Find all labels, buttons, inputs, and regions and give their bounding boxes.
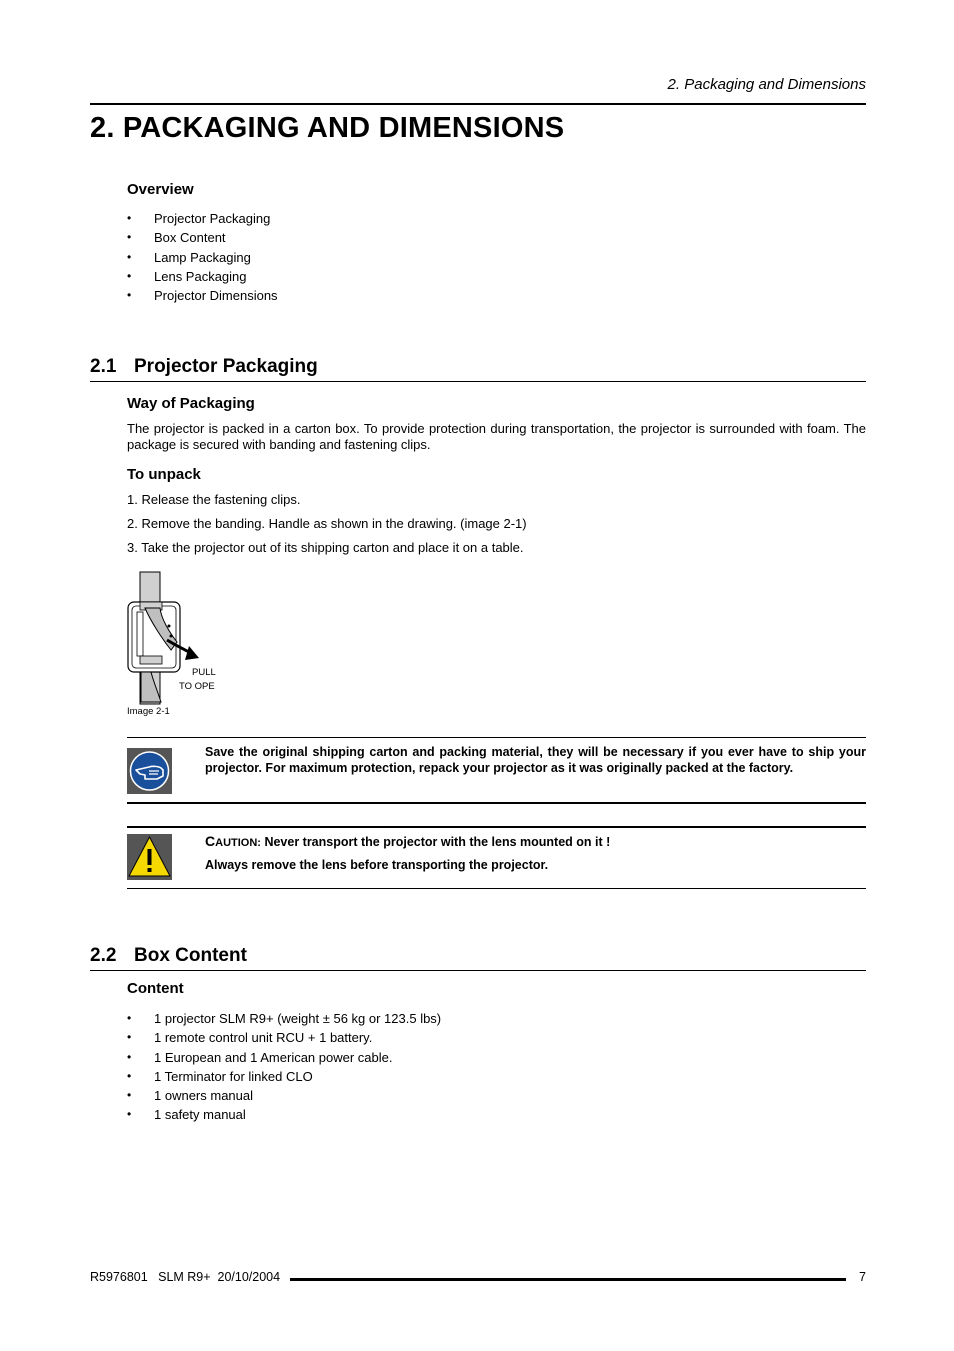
footer-rule <box>290 1278 846 1281</box>
to-open-label: TO OPE <box>179 681 215 692</box>
overview-list <box>127 209 278 305</box>
section-rule <box>90 970 866 971</box>
list-item: 2. Remove the banding. Handle as shown in the drawing. (image 2-1) <box>127 516 527 531</box>
list-item: • Projector Dimensions <box>127 286 278 305</box>
way-of-packaging-text: The projector is packed in a carton box. To provide protection during transportation, the projector is surrounded with foam. The package is secured with banding and fastening clips. <box>127 421 866 452</box>
list-item: • Projector Packaging <box>127 209 278 228</box>
box-content-list <box>127 1009 441 1125</box>
running-header: 2. Packaging and Dimensions <box>667 76 866 93</box>
section-number: 2.2 <box>90 945 117 966</box>
list-item: • 1 safety manual <box>127 1105 441 1124</box>
section-2-1-title <box>90 356 318 378</box>
pull-label: PULL <box>192 667 216 678</box>
header-rule <box>90 103 866 105</box>
list-item: 1. Release the fastening clips. <box>127 492 301 507</box>
section-title-text: Box Content <box>134 945 247 966</box>
unpack-steps <box>127 492 527 564</box>
page-number: 7 <box>859 1270 866 1284</box>
list-item: • 1 Terminator for linked CLO <box>127 1067 441 1086</box>
note-block <box>127 737 866 807</box>
banding-clip-drawing <box>127 570 237 706</box>
list-item: • 1 owners manual <box>127 1086 441 1105</box>
note-text: Save the original shipping carton and packing material, they will be necessary if you ever have to ship your projector. For maximum protection, repack your projector as it was originally packed at the factory. <box>205 745 866 775</box>
note-hand-icon <box>127 748 172 794</box>
caution-line-2: Always remove the lens before transporting the projector. <box>205 858 549 872</box>
overview-heading: Overview <box>127 181 194 198</box>
footer-doc-info: R5976801 SLM R9+ 20/10/2004 <box>90 1270 281 1284</box>
section-2-2-title <box>90 945 247 967</box>
caution-line-1 <box>205 834 866 852</box>
content-heading: Content <box>127 980 184 997</box>
list-item: • 1 projector SLM R9+ (weight ± 56 kg or 123.5 lbs) <box>127 1009 441 1028</box>
caution-text-1: Never transport the projector with the lens mounted on it ! <box>264 835 611 849</box>
list-item: 3. Take the projector out of its shipping carton and place it on a table. <box>127 540 524 555</box>
list-item: • 1 remote control unit RCU + 1 battery. <box>127 1028 441 1047</box>
caution-rule-bottom <box>127 888 866 889</box>
list-item: • Box Content <box>127 228 278 247</box>
to-unpack-heading: To unpack <box>127 466 201 483</box>
way-of-packaging-heading: Way of Packaging <box>127 395 255 412</box>
caution-label: CAUTION: <box>205 833 261 849</box>
caution-block <box>127 826 866 892</box>
list-item: • Lens Packaging <box>127 267 278 286</box>
section-title-text: Projector Packaging <box>134 356 318 377</box>
list-item: • Lamp Packaging <box>127 248 278 267</box>
section-number: 2.1 <box>90 356 117 377</box>
chapter-title: 2. PACKAGING AND DIMENSIONS <box>90 112 565 144</box>
caution-warning-icon <box>127 834 172 880</box>
note-rule-top <box>127 737 866 738</box>
note-rule-bottom <box>127 802 866 804</box>
list-item: • 1 European and 1 American power cable. <box>127 1048 441 1067</box>
banding-clip-illustration <box>127 570 237 706</box>
figure-caption: Image 2-1 <box>127 706 170 717</box>
section-rule <box>90 381 866 382</box>
caution-rule-top <box>127 826 866 828</box>
